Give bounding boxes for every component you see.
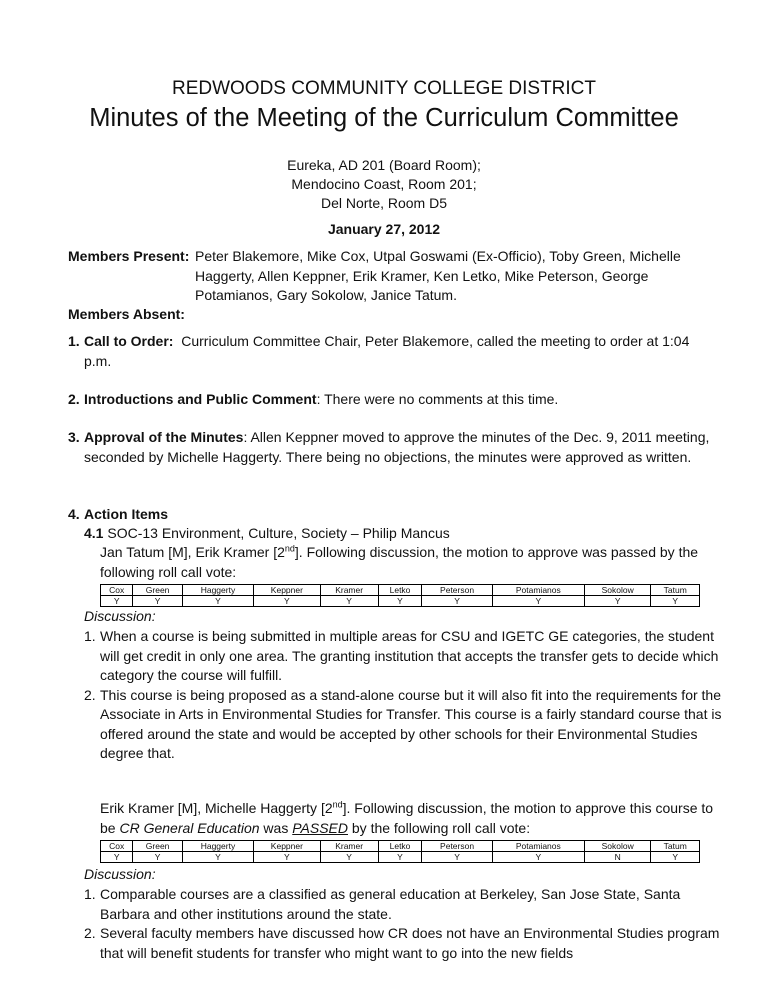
passed-label: PASSED bbox=[292, 819, 348, 836]
vote-value: Y bbox=[378, 852, 422, 863]
vote-value: Y bbox=[182, 852, 253, 863]
item-number: 3. bbox=[68, 429, 80, 445]
discussion-text: When a course is being submitted in multiple areas for CSU and IGETC GE categories, the student will get credit in only one area. The granting institution that accepts the transfer gets to decide which category the course will fulfill. bbox=[100, 628, 719, 683]
vote-value: Y bbox=[320, 596, 378, 607]
vote-value: N bbox=[584, 852, 651, 863]
vote-value: Y bbox=[101, 596, 133, 607]
roll-call-vote-2 bbox=[100, 840, 700, 863]
vote-value: Y bbox=[320, 852, 378, 863]
ordinal-suffix: nd bbox=[284, 543, 295, 554]
item-number: 4. bbox=[68, 506, 80, 522]
vote-value: Y bbox=[651, 596, 700, 607]
motion-text: ]. Following discussion, the motion to approve this course to be bbox=[100, 800, 714, 836]
voter-name: Tatum bbox=[651, 841, 700, 852]
discussion-text: This course is being proposed as a stand-alone course but it will also fit into the requirements for the Associate in Arts in Environmental Studies for Transfer. This course is a fairly standard course that is offered around the state and would be accepted by other schools for their Environmental Studies degree that. bbox=[100, 686, 722, 761]
agenda-item-call-to-order bbox=[68, 332, 720, 371]
discussion-text: Several faculty members have discussed how CR does not have an Environmental Studies program that will benefit students for transfer who might want to go into the new fields bbox=[100, 925, 720, 961]
voter-name: Keppner bbox=[254, 585, 321, 596]
motion-text: by the following roll call vote: bbox=[348, 819, 531, 836]
list-item: 2. This course is being proposed as a stand-alone course but it will also fit into the requirements for the Associate in Arts in Environmental Studies for Transfer. This course is a fairly standard course that is offered around the state and would be accepted by other schools for their Environmental Studies degree that. bbox=[84, 686, 724, 764]
discussion-label: Discussion: bbox=[84, 608, 156, 624]
voter-name: Potamianos bbox=[492, 585, 584, 596]
agenda-item-introductions bbox=[68, 390, 720, 410]
vote-value: Y bbox=[492, 596, 584, 607]
vote-value: Y bbox=[133, 596, 182, 607]
item-label: Approval of the Minutes bbox=[84, 429, 244, 445]
voter-name: Tatum bbox=[651, 585, 700, 596]
item-label: Action Items bbox=[84, 506, 169, 522]
item-label: Call to Order: bbox=[84, 333, 174, 349]
discussion-text: Comparable courses are a classified as general education at Berkeley, San Jose State, Santa Barbara and other institutions around the state. bbox=[100, 886, 681, 922]
location-line: Mendocino Coast, Room 201; bbox=[291, 176, 477, 192]
discussion-list-2 bbox=[84, 885, 724, 963]
district-name: REDWOODS COMMUNITY COLLEGE DISTRICT bbox=[171, 78, 596, 99]
vote-value: Y bbox=[492, 852, 584, 863]
list-item: 1. When a course is being submitted in multiple areas for CSU and IGETC GE categories, the student will get credit in only one area. The granting institution that accepts the transfer gets to decide which category the course will fulfill. bbox=[84, 627, 724, 686]
ge-designation: CR General Education bbox=[119, 819, 260, 836]
document-title: Minutes of the Meeting of the Curriculum Committee bbox=[89, 104, 679, 132]
vote-value: Y bbox=[422, 596, 492, 607]
motion-text: Jan Tatum [M], Erik Kramer [2 bbox=[100, 544, 285, 560]
vote-values-row bbox=[101, 596, 700, 607]
motion-text: Erik Kramer [M], Michelle Haggerty [2 bbox=[100, 800, 333, 816]
sub-item-title: SOC-13 Environment, Culture, Society – Philip Mancus bbox=[107, 525, 450, 541]
discussion-label: Discussion: bbox=[84, 866, 156, 882]
vote-values-row bbox=[101, 852, 700, 863]
voter-name: Potamianos bbox=[492, 841, 584, 852]
item-text: : There were no comments at this time. bbox=[316, 391, 559, 407]
item-number: 2. bbox=[68, 391, 80, 407]
agenda-item-approval-minutes bbox=[68, 428, 720, 467]
voter-name: Kramer bbox=[320, 841, 378, 852]
vote-value: Y bbox=[422, 852, 492, 863]
voter-name: Green bbox=[133, 841, 182, 852]
voter-name: Peterson bbox=[422, 585, 492, 596]
item-text: Curriculum Committee Chair, Peter Blakemore, called the meeting to order at 1:04 p.m. bbox=[84, 333, 690, 369]
vote-value: Y bbox=[254, 596, 321, 607]
members-present bbox=[68, 247, 708, 306]
voter-name: Sokolow bbox=[584, 841, 651, 852]
vote-value: Y bbox=[651, 852, 700, 863]
vote-value: Y bbox=[254, 852, 321, 863]
vote-value: Y bbox=[101, 852, 133, 863]
ordinal-suffix: nd bbox=[332, 799, 343, 810]
voter-name: Sokolow bbox=[584, 585, 651, 596]
members-present-label: Members Present: bbox=[68, 248, 190, 264]
meeting-locations bbox=[0, 156, 768, 213]
voter-name: Letko bbox=[378, 841, 422, 852]
list-item: 1. Comparable courses are a classified as general education at Berkeley, San Jose State, Santa Barbara and other institutions around the state. bbox=[84, 885, 724, 924]
list-item: 2. Several faculty members have discussed how CR does not have an Environmental Studies program that will benefit students for transfer who might want to go into the new fields bbox=[84, 924, 724, 963]
voter-name: Haggerty bbox=[182, 585, 253, 596]
vote-names-row bbox=[101, 585, 700, 596]
action-item-4-1-title bbox=[84, 524, 724, 544]
motion-text: was bbox=[259, 819, 293, 836]
vote-names-row bbox=[101, 841, 700, 852]
voter-name: Keppner bbox=[254, 841, 321, 852]
discussion-list-1 bbox=[84, 627, 724, 764]
vote-value: Y bbox=[182, 596, 253, 607]
members-absent-label: Members Absent: bbox=[68, 306, 185, 322]
voter-name: Green bbox=[133, 585, 182, 596]
agenda-item-action-items bbox=[68, 505, 720, 525]
members-present-list: Peter Blakemore, Mike Cox, Utpal Goswami (Ex-Officio), Toby Green, Michelle Haggerty, Allen Keppner, Erik Kramer, Ken Letko, Mike Peterson, George Potamianos, Gary Sokolow, Janice Tatum. bbox=[195, 248, 681, 303]
voter-name: Cox bbox=[101, 585, 133, 596]
item-label: Introductions and Public Comment bbox=[84, 391, 317, 407]
motion-2 bbox=[100, 799, 720, 838]
voter-name: Cox bbox=[101, 841, 133, 852]
vote-value: Y bbox=[584, 596, 651, 607]
meeting-date: January 27, 2012 bbox=[327, 221, 441, 237]
motion-text: ]. Following discussion, the motion to approve was passed by the following roll call vote: bbox=[100, 544, 699, 580]
item-text: : Allen Keppner moved to approve the minutes of the Dec. 9, 2011 meeting, seconded by Michelle Haggerty. There being no objections, the minutes were approved as written. bbox=[84, 429, 710, 465]
location-line: Del Norte, Room D5 bbox=[320, 195, 448, 211]
voter-name: Haggerty bbox=[182, 841, 253, 852]
location-line: Eureka, AD 201 (Board Room); bbox=[287, 157, 481, 173]
item-number: 1. bbox=[68, 333, 80, 349]
voter-name: Peterson bbox=[422, 841, 492, 852]
roll-call-vote-1 bbox=[100, 584, 700, 607]
motion-1 bbox=[100, 543, 720, 582]
vote-value: Y bbox=[133, 852, 182, 863]
voter-name: Kramer bbox=[320, 585, 378, 596]
sub-item-number: 4.1 bbox=[84, 525, 104, 541]
vote-value: Y bbox=[378, 596, 422, 607]
voter-name: Letko bbox=[378, 585, 422, 596]
